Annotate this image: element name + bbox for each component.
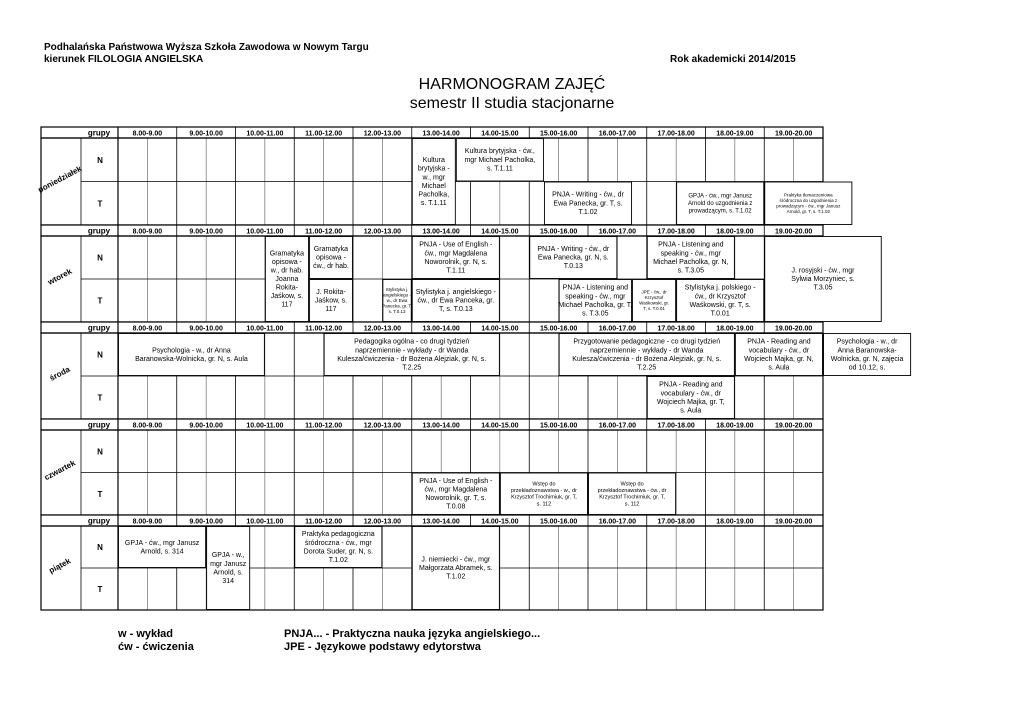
hour-header: 11.00-12.00 bbox=[305, 228, 343, 236]
class-text: Baranowska-Wolnicka, gr. N, s. Aula bbox=[135, 355, 248, 363]
hour-header: 19.00-20.00 bbox=[774, 325, 813, 333]
hour-header: 16.00-17.00 bbox=[598, 422, 637, 430]
class-text: od 10.12, s. bbox=[848, 364, 886, 372]
class-text: Michael Pacholka, gr. T, bbox=[558, 301, 633, 309]
class-text: s. T.1.11 bbox=[486, 165, 513, 173]
class-text: GPJA - ćw., mgr Janusz bbox=[124, 539, 200, 547]
class-text: Krzysztof Trochimiuk, gr. T, bbox=[511, 494, 577, 501]
class-text: speaking - ćw., mgr bbox=[660, 250, 721, 258]
class-text: PNJA - Reading and bbox=[659, 381, 723, 389]
class-text: Kultura brytyjska - ćw., bbox=[464, 148, 535, 156]
grupy-label: grupy bbox=[87, 323, 111, 333]
class-text: ćw., mgr Magdalena bbox=[424, 486, 488, 494]
school-name: Podhalańska Państwowa Wyższa Szkoła Zawodowa w Nowym Targu bbox=[44, 42, 369, 53]
grupy-label: grupy bbox=[87, 516, 111, 526]
hour-header: 15.00-16.00 bbox=[539, 518, 578, 526]
class-block bbox=[119, 334, 265, 376]
page-title: HARMONOGRAM ZAJĘĆ bbox=[418, 76, 606, 93]
class-text: Praktyka pedagogiczna bbox=[301, 531, 375, 539]
class-text: PNJA - Use of English - bbox=[419, 477, 493, 485]
legend-wyklad: w - wykład bbox=[118, 628, 174, 640]
hour-header: 13.00-14.00 bbox=[422, 130, 460, 138]
class-block bbox=[207, 527, 250, 610]
class-text: Krzysztof bbox=[644, 295, 664, 301]
class-text: Noworolnik, gr. T, s. bbox=[425, 495, 487, 503]
hour-header: 17.00-18.00 bbox=[657, 130, 695, 138]
class-text: ćw., dr Krzysztof bbox=[694, 293, 746, 301]
class-text: J. rosyjski - ćw., mgr bbox=[791, 267, 855, 275]
class-text: Arnold, s. 314 bbox=[140, 548, 184, 556]
hour-header: 10.00-11.00 bbox=[246, 130, 284, 138]
class-text: w., dr hab. bbox=[270, 267, 304, 275]
hour-header: 9.00-10.00 bbox=[189, 422, 223, 430]
hour-header: 17.00-18.00 bbox=[657, 325, 695, 333]
hour-header: 14.00-15.00 bbox=[481, 422, 519, 430]
class-text: J. Rokita- bbox=[316, 288, 346, 296]
class-text: Wojciech Majka, gr. T, bbox=[656, 398, 725, 406]
group-label-t: T bbox=[97, 585, 103, 594]
hour-header: 13.00-14.00 bbox=[422, 422, 460, 430]
class-text: Przygotowanie pedagogiczne - co drugi tydzień bbox=[573, 338, 721, 346]
class-text: JPE - ćw., dr bbox=[641, 289, 667, 295]
class-text: vocabulary - ćw., dr bbox=[748, 347, 810, 355]
class-text: Arnold, s. bbox=[213, 569, 243, 577]
class-text: opisowa - bbox=[271, 258, 302, 266]
class-text: Gramatyka bbox=[269, 250, 305, 258]
class-text: Noworolnik, gr. N, s. bbox=[424, 258, 488, 266]
class-text: T, s. T.0.13 bbox=[438, 306, 473, 314]
day-label: piątek bbox=[47, 556, 73, 576]
class-text: Praktyka tłumaczeniowa bbox=[784, 192, 833, 198]
group-label-n: N bbox=[97, 155, 103, 165]
day-label: wtorek bbox=[46, 266, 74, 287]
class-text: Wstęp do bbox=[620, 481, 644, 488]
faculty-name: kierunek FILOLOGIA ANGIELSKA bbox=[44, 54, 204, 65]
hour-header: 9.00-10.00 bbox=[189, 130, 223, 138]
class-text: PNJA - Writing - ćw., dr bbox=[537, 245, 610, 253]
hour-header: 14.00-15.00 bbox=[481, 228, 519, 236]
class-text: prowadzącym, s. T.1.02 bbox=[688, 208, 752, 215]
page-subtitle: semestr II studia stacjonarne bbox=[409, 95, 615, 112]
hour-header: 19.00-20.00 bbox=[774, 130, 813, 138]
group-label-t: T bbox=[97, 296, 103, 306]
hour-header: 12.00-13.00 bbox=[363, 518, 402, 526]
class-text: s. Aula bbox=[768, 364, 790, 372]
class-text: speaking - ćw., mgr bbox=[565, 293, 626, 301]
class-text: Michael Pacholka, gr. N, bbox=[653, 258, 729, 266]
class-text: GPJA - ćw., mgr Janusz bbox=[688, 193, 753, 200]
legend-cwiczenia: ćw - ćwiczenia bbox=[118, 641, 194, 653]
hour-header: 17.00-18.00 bbox=[657, 518, 695, 526]
grupy-label: grupy bbox=[87, 128, 111, 138]
day-label: czwartek bbox=[42, 458, 77, 483]
class-text: s. T.3.05 bbox=[582, 310, 609, 318]
legend-pnja: PNJA... - Praktyczna nauka języka angielskiego... bbox=[284, 628, 541, 640]
hour-header: 16.00-17.00 bbox=[598, 130, 637, 138]
class-text: ćw., dr hab. bbox=[313, 263, 349, 271]
hour-header: 12.00-13.00 bbox=[363, 325, 402, 333]
class-text: PNJA - Listening and bbox=[658, 241, 724, 249]
class-text: Rokita- bbox=[275, 284, 298, 292]
hour-header: 16.00-17.00 bbox=[598, 325, 637, 333]
hour-header: 8.00-9.00 bbox=[132, 422, 163, 430]
class-text: T.1.02 bbox=[328, 556, 348, 564]
class-text: PNJA - Writing - ćw., dr bbox=[552, 191, 624, 199]
hour-header: 15.00-16.00 bbox=[539, 422, 578, 430]
hour-header: 11.00-12.00 bbox=[305, 422, 343, 430]
hour-header: 18.00-19.00 bbox=[716, 325, 754, 333]
class-text: T.1.02 bbox=[446, 573, 466, 581]
class-text: Waśkowski, gr. T, s. bbox=[689, 301, 751, 309]
hour-header: 19.00-20.00 bbox=[774, 518, 813, 526]
hour-header: 14.00-15.00 bbox=[481, 518, 519, 526]
class-text: naprzemiennie - wykłady - dr Wanda bbox=[355, 347, 469, 355]
class-text: 117 bbox=[281, 301, 293, 309]
day-label: poniedziałek bbox=[36, 164, 84, 195]
class-text: Arnold, gr. T, s. T.1.02 bbox=[786, 208, 830, 214]
hour-header: 12.00-13.00 bbox=[363, 228, 402, 236]
class-text: T.3.05 bbox=[813, 284, 833, 292]
hour-header: 18.00-19.00 bbox=[716, 228, 754, 236]
class-text: Dorota Suder, gr. N, s. bbox=[303, 548, 373, 556]
hour-header: 8.00-9.00 bbox=[132, 325, 163, 333]
class-text: Wolnicka, gr. N, zajęcia bbox=[830, 355, 904, 363]
class-text: T, s. T.0.01 bbox=[643, 306, 665, 312]
class-text: ćw., mgr Magdalena bbox=[424, 250, 488, 258]
class-text: Pedagogika ogólna - co drugi tydzień bbox=[354, 338, 470, 346]
class-text: Psychologia - w., dr Anna bbox=[152, 347, 231, 355]
class-text: Panecka, gr. T, bbox=[382, 303, 412, 309]
class-text: Krzysztof Trochimiuk, gr. T, bbox=[599, 494, 665, 501]
class-text: T.1.02 bbox=[578, 208, 598, 216]
class-text: angielskiego - bbox=[383, 292, 411, 298]
hour-header: 16.00-17.00 bbox=[598, 228, 637, 236]
class-text: T.2.25 bbox=[402, 364, 422, 372]
class-text: naprzemiennie - wykłady - dr Wanda bbox=[590, 347, 704, 355]
group-label-t: T bbox=[97, 489, 103, 499]
grupy-label: grupy bbox=[87, 226, 111, 236]
class-text: s. Aula bbox=[680, 407, 702, 415]
class-text: mgr Michael Pacholka, bbox=[464, 156, 536, 164]
hour-header: 14.00-15.00 bbox=[481, 325, 519, 333]
class-text: Kulesza/ćwiczenia - dr Bożena Alejziak, gr. N, s. bbox=[572, 355, 722, 363]
class-text: s. 112 bbox=[624, 501, 640, 508]
class-text: 117 bbox=[325, 306, 337, 314]
hour-header: 15.00-16.00 bbox=[539, 228, 578, 236]
hour-header: 18.00-19.00 bbox=[716, 518, 754, 526]
class-text: prowadzącym - ćw., mgr Janusz bbox=[776, 203, 841, 209]
class-text: w., mgr bbox=[422, 174, 446, 182]
class-text: s. 112 bbox=[536, 501, 552, 508]
class-text: Stylistyka j. bbox=[385, 286, 409, 292]
class-text: Kultura bbox=[422, 157, 445, 165]
group-label-t: T bbox=[97, 393, 103, 403]
hour-header: 15.00-16.00 bbox=[539, 325, 578, 333]
hour-header: 9.00-10.00 bbox=[189, 325, 223, 333]
class-text: Pacholka, bbox=[418, 191, 450, 199]
hour-header: 18.00-19.00 bbox=[716, 422, 754, 430]
class-text: mgr Janusz bbox=[210, 560, 247, 568]
hour-header: 10.00-11.00 bbox=[246, 518, 284, 526]
group-label-n: N bbox=[97, 543, 103, 552]
class-text: przekładoznawstwa - ćw., dr bbox=[597, 487, 667, 494]
hour-header: 11.00-12.00 bbox=[305, 130, 343, 138]
hour-header: 14.00-15.00 bbox=[481, 130, 519, 138]
hour-header: 10.00-11.00 bbox=[246, 325, 284, 333]
class-text: Gramatyka bbox=[313, 245, 349, 253]
day-label: środa bbox=[48, 364, 72, 383]
hour-header: 9.00-10.00 bbox=[189, 518, 223, 526]
hour-header: 10.00-11.00 bbox=[246, 228, 284, 236]
group-label-n: N bbox=[97, 447, 103, 457]
class-text: Stylistyka j. polskiego - bbox=[684, 284, 756, 292]
class-text: opisowa - bbox=[315, 254, 346, 262]
class-text: T.0.01 bbox=[710, 310, 730, 318]
hour-header: 19.00-20.00 bbox=[774, 422, 813, 430]
class-block bbox=[119, 527, 206, 568]
hour-header: 13.00-14.00 bbox=[422, 518, 460, 526]
class-text: Ewa Panecka, gr. N, s. bbox=[537, 254, 609, 262]
group-label-n: N bbox=[97, 253, 103, 263]
class-text: Wstęp do bbox=[532, 481, 556, 488]
hour-header: 16.00-17.00 bbox=[598, 518, 637, 526]
class-text: Ewa Panecka, gr. T, s. bbox=[553, 200, 623, 208]
hour-header: 17.00-18.00 bbox=[657, 422, 695, 430]
class-text: PNJA - Listening and bbox=[562, 284, 629, 292]
class-text: Jaśkow, s. bbox=[314, 297, 348, 305]
class-text: GPJA - w., bbox=[211, 552, 245, 560]
hour-header: 17.00-18.00 bbox=[657, 228, 695, 236]
class-text: śródroczna do uzgodnienia z bbox=[779, 197, 838, 203]
legend-jpe: JPE - Językowe podstawy edytorstwa bbox=[284, 641, 481, 653]
class-text: Waśkowski, gr. bbox=[639, 300, 670, 306]
class-text: T.0.08 bbox=[446, 503, 466, 511]
hour-header: 8.00-9.00 bbox=[132, 518, 163, 526]
hour-header: 8.00-9.00 bbox=[132, 130, 163, 138]
class-text: Michael bbox=[421, 182, 446, 190]
hour-header: 12.00-13.00 bbox=[363, 130, 402, 138]
group-label-n: N bbox=[97, 350, 103, 360]
class-text: Joanna bbox=[275, 276, 299, 284]
class-text: Wojciech Majka, gr. N, bbox=[744, 355, 814, 363]
class-text: T.1.11 bbox=[446, 267, 466, 275]
hour-header: 19.00-20.00 bbox=[774, 228, 813, 236]
hour-header: 13.00-14.00 bbox=[422, 228, 460, 236]
class-text: Stylistyka j. angielskiego - bbox=[415, 288, 496, 296]
group-label-t: T bbox=[97, 199, 103, 209]
hour-header: 13.00-14.00 bbox=[422, 325, 460, 333]
hour-header: 12.00-13.00 bbox=[363, 422, 402, 430]
hour-header: 10.00-11.00 bbox=[246, 422, 284, 430]
class-text: T.0.13 bbox=[563, 263, 583, 271]
class-text: Małgorzata Abramek, s. bbox=[419, 565, 493, 573]
class-text: Psychologia - w., dr bbox=[836, 338, 898, 346]
class-text: PNJA - Reading and bbox=[747, 338, 811, 346]
hour-header: 8.00-9.00 bbox=[132, 228, 163, 236]
class-text: Kulesza/ćwiczenia - dr Bożena Alejziak, gr. N, s. bbox=[337, 355, 487, 363]
hour-header: 18.00-19.00 bbox=[716, 130, 754, 138]
class-text: s. T.0.13 bbox=[388, 308, 406, 314]
hour-header: 11.00-12.00 bbox=[305, 518, 343, 526]
class-text: Arnold do uzgodnienia z bbox=[687, 200, 753, 207]
class-text: J. niemiecki - ćw., mgr bbox=[421, 556, 491, 564]
class-text: w., dr Ewa bbox=[386, 297, 408, 303]
class-text: śródroczna - ćw., mgr bbox=[304, 539, 372, 547]
grupy-label: grupy bbox=[87, 420, 111, 430]
hour-header: 11.00-12.00 bbox=[305, 325, 343, 333]
hour-header: 9.00-10.00 bbox=[189, 228, 223, 236]
class-text: PNJA - Use of English - bbox=[419, 241, 493, 249]
class-text: s. T.1.11 bbox=[420, 199, 447, 207]
hour-header: 15.00-16.00 bbox=[539, 130, 578, 138]
class-text: s. T.3.05 bbox=[677, 267, 704, 275]
class-text: przekładoznawstwa - w., dr bbox=[510, 487, 577, 494]
class-text: 314 bbox=[222, 577, 234, 585]
class-text: Jaśkow, s. bbox=[270, 293, 304, 301]
class-text: brytyjska - bbox=[417, 165, 450, 173]
class-text: ćw., dr Ewa Panceka, gr. bbox=[417, 297, 495, 305]
academic-year: Rok akademicki 2014/2015 bbox=[670, 54, 796, 65]
class-text: vocabulary - ćw., dr bbox=[660, 390, 721, 398]
class-text: Sylwia Morzyniec, s. bbox=[791, 276, 855, 284]
class-text: T.2.25 bbox=[637, 364, 657, 372]
class-block bbox=[412, 139, 455, 225]
class-text: Anna Baranowska- bbox=[837, 347, 897, 355]
